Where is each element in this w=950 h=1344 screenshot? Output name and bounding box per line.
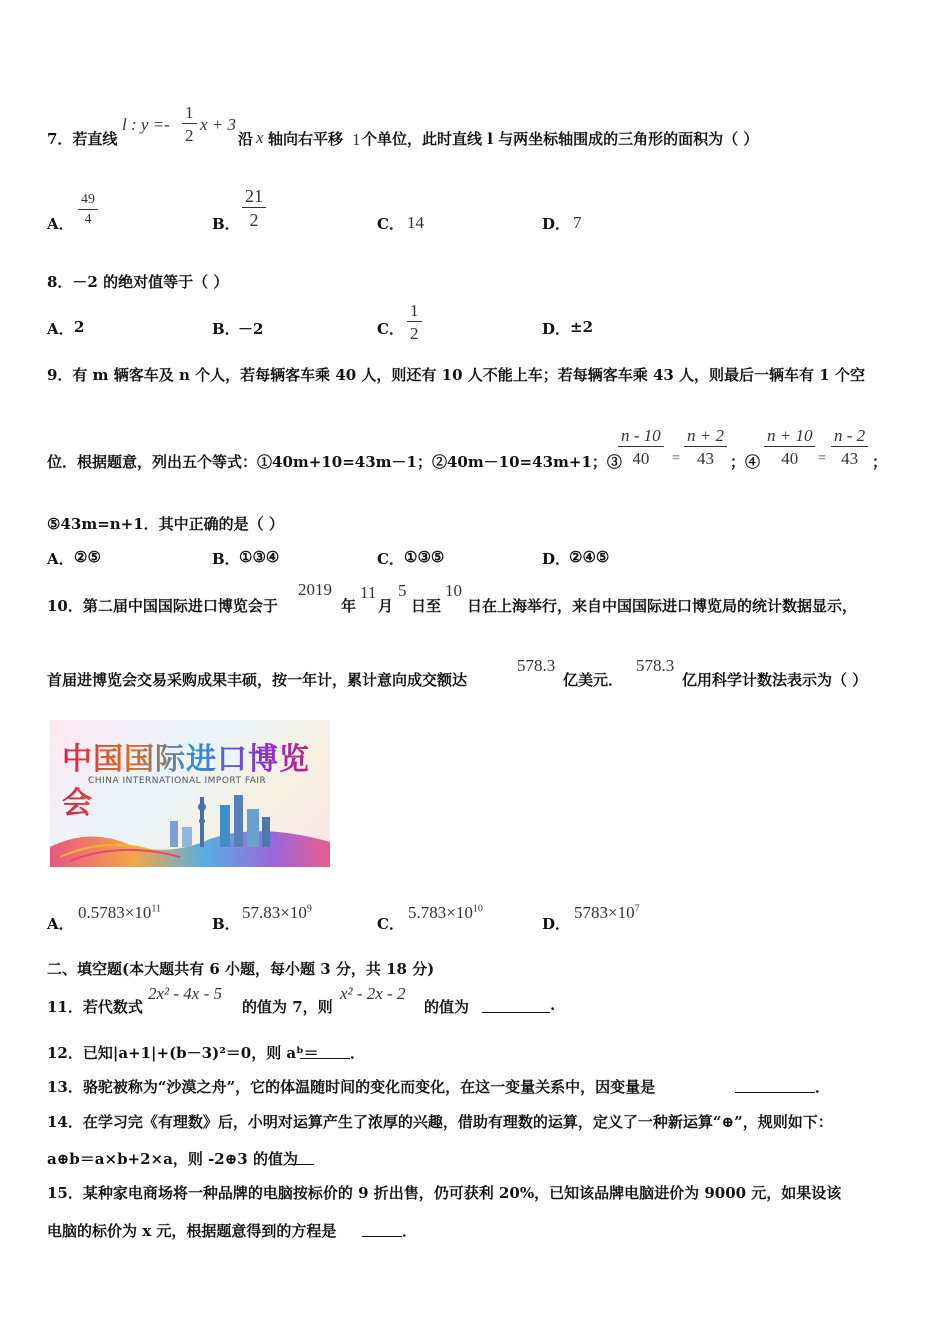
q11-expr2: x² - 2x - 2: [340, 984, 406, 1003]
q13-answer-blank[interactable]: [735, 1092, 815, 1093]
q10-year: 2019: [298, 580, 332, 599]
q7-line-fraction: $\frac{1}{2}$: [182, 104, 197, 144]
q8-option-c-fraction: $\frac{1}{2}$: [407, 302, 422, 342]
q11-p2: 的值为 7，则: [242, 998, 333, 1016]
q8-option-c-label: C．: [377, 320, 404, 338]
q10-p6: 首届进博览会交易采购成果丰硕，按一年计，累计意向成交额达: [47, 671, 468, 689]
q10-day2: 10: [445, 581, 462, 600]
q14-line2: a⊕b＝a×b+2×a，则 -2⊕3 的值为: [47, 1150, 298, 1168]
q9-sep: ；④: [730, 453, 761, 471]
q8-text: 8．－2 的绝对值等于（ ）: [47, 273, 229, 291]
q9-eq3-equals: =: [672, 451, 680, 466]
q10-amount2: 578.3: [636, 656, 675, 675]
q7-line-eq-right: x + 3: [200, 115, 237, 134]
q9-line1: 9．有 m 辆客车及 n 个人，若每辆客车乘 40 人，则还有 10 人不能上车；若每辆客车乘 43 人，则最后一辆车有 1 个空: [47, 366, 865, 384]
q8-option-a-value: 2: [74, 318, 85, 336]
q13-end: ．: [815, 1078, 831, 1096]
q9-option-a-value: ②⑤: [74, 548, 101, 566]
q10-p7: 亿美元．: [563, 671, 624, 689]
q9-option-b-label: B．: [212, 550, 240, 568]
q7-option-a-label: A．: [47, 215, 74, 233]
q8-option-a-label: A．: [47, 320, 74, 338]
q10-day1: 5: [398, 581, 407, 600]
q12-text: 12．已知|a+1|+(b－3)²＝0，则 aᵇ＝: [47, 1044, 319, 1062]
q10-month: 11: [360, 583, 377, 602]
q9-line2: 位．根据题意，列出五个等式：①40m+10=43m－1；②40m－10=43m+1；③: [47, 453, 622, 471]
q7-option-c-label: C．: [377, 215, 404, 233]
section-2-heading: 二、填空题(本大题共有 6 小题，每小题 3 分，共 18 分): [47, 960, 435, 978]
q14-line1: 14．在学习完《有理数》后，小明对运算产生了浓厚的兴趣，借助有理数的运算，定义了一种新运算“⊕”，规则如下：: [47, 1113, 833, 1131]
q9-option-b-value: ①③④: [239, 548, 280, 566]
q11-p3: 的值为: [424, 998, 470, 1016]
q9-option-c-value: ①③⑤: [404, 548, 445, 566]
q9-option-d-label: D．: [542, 550, 571, 568]
q11-period: .: [550, 996, 556, 1014]
q7-option-b-fraction: $\frac{21}{2}$: [242, 187, 266, 229]
city-skyline-graphic: [50, 787, 330, 867]
q9-option-d-value: ②④⑤: [569, 548, 610, 566]
q9-option-c-label: C．: [377, 550, 404, 568]
q7-option-b-label: B．: [212, 215, 240, 233]
q7-mid2: 轴向右平移: [268, 130, 344, 148]
q11-expr1: 2x² - 4x - 5: [148, 984, 223, 1003]
q7-line-eq-left: l : y =-: [122, 115, 170, 134]
q10-option-d-value: $5783\times 10^7$: [574, 903, 640, 922]
q11-answer-blank[interactable]: [482, 1012, 550, 1013]
q9-eq4-left-fraction: $\frac{n + 10}{40}$: [764, 427, 815, 467]
q7-option-d-value: 7: [573, 213, 582, 232]
q8-option-d-label: D．: [542, 320, 571, 338]
q8-option-d-value: ±2: [570, 318, 594, 336]
q10-amount: 578.3: [517, 656, 556, 675]
q9-eq4-equals: =: [818, 451, 826, 466]
q9-eq3-right-fraction: $\frac{n + 2}{43}$: [684, 427, 727, 467]
q9-end: ；: [872, 453, 888, 471]
q7-shift: 1: [352, 130, 361, 149]
q10-p8: 亿用科学计数法表示为（ ）: [682, 671, 868, 689]
q7-option-d-label: D．: [542, 215, 571, 233]
q8-option-b-label: B．: [212, 320, 240, 338]
q10-option-d-label: D．: [542, 915, 571, 933]
q10-p1: 10．第二届中国国际进口博览会于: [47, 597, 278, 615]
q9-option-a-label: A．: [47, 550, 74, 568]
q7-axis-var: x: [256, 128, 264, 147]
q12-end: ．: [350, 1044, 366, 1062]
q15-line2: 电脑的标价为 x 元，根据题意得到的方程是: [47, 1222, 337, 1240]
banner-subtitle: CHINA INTERNATIONAL IMPORT FAIR: [88, 776, 267, 786]
q10-option-c-value: $5.783\times 10^{10}$: [408, 903, 483, 922]
q12-answer-blank[interactable]: [300, 1058, 350, 1059]
q14-answer-blank[interactable]: [288, 1164, 314, 1165]
q10-option-b-value: $57.83\times 10^9$: [242, 903, 312, 922]
q8-option-b-value: －2: [238, 320, 264, 338]
q10-p5: 日在上海举行，来自中国国际进口博览局的统计数据显示，: [467, 597, 858, 615]
q7-option-a-fraction: $\frac{49}{4}$: [78, 193, 98, 227]
q7-suffix: 个单位，此时直线 l 与两坐标轴围成的三角形的面积为（ ）: [362, 130, 759, 148]
q7-option-c-value: 14: [407, 213, 424, 232]
q7-mid1: 沿: [238, 130, 254, 148]
banner-title: 中国国际进口博览会: [62, 734, 330, 822]
q15-line1: 15．某种家电商场将一种品牌的电脑按标价的 9 折出售，仍可获利 20%，已知该品牌电脑进价为 9000 元，如果设该: [47, 1184, 842, 1202]
q10-option-c-label: C．: [377, 915, 404, 933]
q7-prefix: 7．若直线: [47, 130, 118, 148]
q9-line3: ⑤43m=n+1．其中正确的是（ ）: [47, 515, 284, 533]
q15-end: ．: [402, 1222, 418, 1240]
expo-banner-image: [50, 720, 330, 867]
q10-option-b-label: B．: [212, 915, 240, 933]
q10-p3: 月: [378, 597, 394, 615]
q9-eq4-right-fraction: $\frac{n - 2}{43}$: [831, 427, 868, 467]
q9-eq3-left-fraction: $\frac{n - 10}{40}$: [618, 427, 664, 467]
q15-answer-blank[interactable]: [362, 1236, 402, 1237]
q10-option-a-label: A．: [47, 915, 74, 933]
q13-text: 13．骆驼被称为“沙漠之舟”，它的体温随时间的变化而变化，在这一变量关系中，因变量是: [47, 1078, 656, 1096]
q10-option-a-value: $0.5783\times 10^{11}$: [78, 903, 161, 922]
q11-p1: 11．若代数式: [47, 998, 143, 1016]
q10-p2: 年: [341, 597, 357, 615]
q10-p4: 日至: [411, 597, 442, 615]
